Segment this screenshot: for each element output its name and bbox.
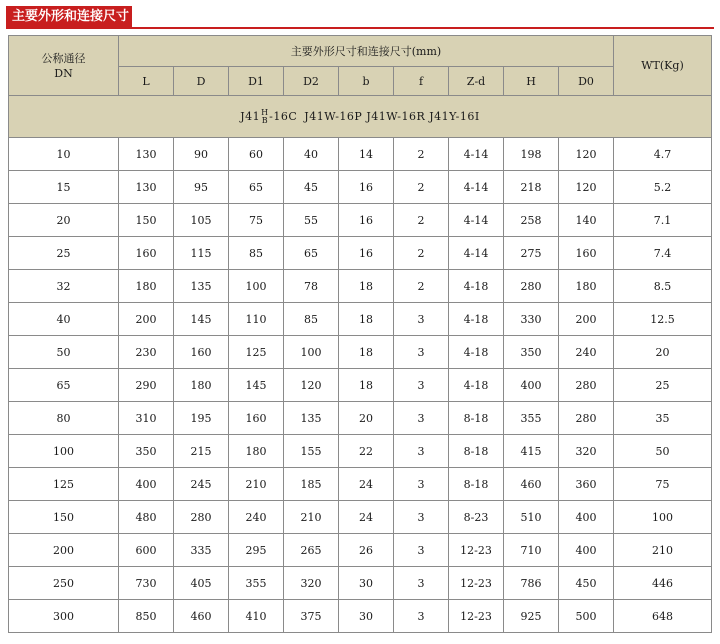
table-cell: 20 (9, 204, 119, 237)
model-variant-top: H (261, 107, 269, 117)
model-others: J41W-16P J41W-16R J41Y-16I (304, 109, 480, 123)
table-cell: 24 (339, 501, 394, 534)
table-cell: 24 (339, 468, 394, 501)
table-cell: 198 (504, 138, 559, 171)
table-cell: 460 (504, 468, 559, 501)
table-row (9, 534, 712, 567)
table-cell: 140 (559, 204, 614, 237)
table-cell: 18 (339, 303, 394, 336)
table-cell: 355 (229, 567, 284, 600)
table-cell: 320 (284, 567, 339, 600)
table-cell: 22 (339, 435, 394, 468)
table-cell: 4-18 (449, 303, 504, 336)
column-header: D2 (284, 67, 339, 96)
table-row (9, 204, 712, 237)
table-cell: 26 (339, 534, 394, 567)
table-cell: 265 (284, 534, 339, 567)
table-cell: 7.4 (614, 237, 712, 270)
table-cell: 40 (9, 303, 119, 336)
table-cell: 4-14 (449, 204, 504, 237)
table-cell: 12.5 (614, 303, 712, 336)
table-cell: 100 (9, 435, 119, 468)
table-cell: 2 (394, 237, 449, 270)
table-cell: 120 (284, 369, 339, 402)
table-row (9, 468, 712, 501)
table-cell: 200 (559, 303, 614, 336)
table-cell: 405 (174, 567, 229, 600)
dn-header-en: DN (54, 66, 73, 80)
dims-group-header: 主要外形尺寸和连接尺寸(mm) (119, 36, 614, 67)
table-cell: 35 (614, 402, 712, 435)
table-cell: 95 (174, 171, 229, 204)
table-cell: 180 (559, 270, 614, 303)
table-cell: 180 (174, 369, 229, 402)
table-cell: 18 (339, 369, 394, 402)
table-cell: 8-23 (449, 501, 504, 534)
table-cell: 280 (559, 369, 614, 402)
table-cell: 130 (119, 138, 174, 171)
table-cell: 4.7 (614, 138, 712, 171)
table-cell: 25 (9, 237, 119, 270)
table-cell: 2 (394, 138, 449, 171)
table-cell: 3 (394, 402, 449, 435)
table-cell: 600 (119, 534, 174, 567)
table-cell: 195 (174, 402, 229, 435)
table-cell: 320 (559, 435, 614, 468)
table-cell: 710 (504, 534, 559, 567)
table-cell: 10 (9, 138, 119, 171)
table-cell: 786 (504, 567, 559, 600)
table-cell: 210 (284, 501, 339, 534)
table-cell: 55 (284, 204, 339, 237)
table-row (9, 303, 712, 336)
table-cell: 85 (284, 303, 339, 336)
model-suffix: -16C (269, 109, 298, 123)
table-cell: 4-18 (449, 336, 504, 369)
table-cell: 185 (284, 468, 339, 501)
table-cell: 446 (614, 567, 712, 600)
table-cell: 155 (284, 435, 339, 468)
table-cell: 7.1 (614, 204, 712, 237)
table-cell: 210 (229, 468, 284, 501)
table-cell: 8-18 (449, 468, 504, 501)
table-cell: 20 (614, 336, 712, 369)
table-cell: 135 (284, 402, 339, 435)
table-cell: 120 (559, 171, 614, 204)
table-cell: 30 (339, 567, 394, 600)
table-cell: 400 (504, 369, 559, 402)
table-cell: 4-18 (449, 369, 504, 402)
table-cell: 350 (119, 435, 174, 468)
table-cell: 218 (504, 171, 559, 204)
table-cell: 4-18 (449, 270, 504, 303)
dn-header (9, 36, 119, 96)
table-cell: 4-14 (449, 138, 504, 171)
table-cell: 5.2 (614, 171, 712, 204)
column-header: D1 (229, 67, 284, 96)
table-cell: 30 (339, 600, 394, 633)
table-cell: 15 (9, 171, 119, 204)
table-cell: 16 (339, 171, 394, 204)
table-cell: 75 (229, 204, 284, 237)
table-cell: 850 (119, 600, 174, 633)
table-cell: 8-18 (449, 402, 504, 435)
table-cell: 78 (284, 270, 339, 303)
table-cell: 230 (119, 336, 174, 369)
table-row (9, 501, 712, 534)
table-cell: 240 (229, 501, 284, 534)
table-row (9, 435, 712, 468)
table-cell: 415 (504, 435, 559, 468)
dimensions-table (8, 35, 712, 633)
table-cell: 200 (119, 303, 174, 336)
model-variant-bottom: B (261, 115, 268, 125)
table-cell: 330 (504, 303, 559, 336)
table-cell: 3 (394, 534, 449, 567)
table-cell: 16 (339, 204, 394, 237)
table-cell: 375 (284, 600, 339, 633)
table-cell: 275 (504, 237, 559, 270)
table-cell: 90 (174, 138, 229, 171)
table-cell: 295 (229, 534, 284, 567)
table-cell: 300 (9, 600, 119, 633)
table-cell: 80 (9, 402, 119, 435)
column-header: b (339, 67, 394, 96)
model-prefix: J41 (240, 109, 261, 123)
table-cell: 100 (229, 270, 284, 303)
table-cell: 125 (9, 468, 119, 501)
table-cell: 210 (614, 534, 712, 567)
table-cell: 335 (174, 534, 229, 567)
column-header: L (119, 67, 174, 96)
column-header: Z-d (449, 67, 504, 96)
table-cell: 200 (9, 534, 119, 567)
table-cell: 510 (504, 501, 559, 534)
section-title: 主要外形和连接尺寸 (6, 6, 132, 28)
table-cell: 250 (9, 567, 119, 600)
table-cell: 180 (229, 435, 284, 468)
table-cell: 115 (174, 237, 229, 270)
table-cell: 400 (559, 501, 614, 534)
table-cell: 280 (174, 501, 229, 534)
table-cell: 480 (119, 501, 174, 534)
table-cell: 18 (339, 270, 394, 303)
table-cell: 460 (174, 600, 229, 633)
table-cell: 110 (229, 303, 284, 336)
table-row (9, 369, 712, 402)
table-cell: 180 (119, 270, 174, 303)
table-cell: 14 (339, 138, 394, 171)
table-cell: 2 (394, 204, 449, 237)
table-cell: 32 (9, 270, 119, 303)
table-cell: 25 (614, 369, 712, 402)
table-cell: 648 (614, 600, 712, 633)
table-cell: 60 (229, 138, 284, 171)
table-cell: 75 (614, 468, 712, 501)
weight-header: WT(Kg) (614, 36, 712, 96)
table-cell: 3 (394, 435, 449, 468)
table-cell: 3 (394, 600, 449, 633)
column-header: H (504, 67, 559, 96)
table-cell: 160 (119, 237, 174, 270)
table-cell: 8-18 (449, 435, 504, 468)
table-cell: 145 (174, 303, 229, 336)
table-row (9, 237, 712, 270)
table-row (9, 567, 712, 600)
table-row (9, 270, 712, 303)
table-row (9, 138, 712, 171)
dn-header-cn: 公称通径 (41, 51, 86, 65)
table-cell: 350 (504, 336, 559, 369)
table-cell: 130 (119, 171, 174, 204)
table-cell: 120 (559, 138, 614, 171)
table-cell: 65 (9, 369, 119, 402)
table-row (9, 600, 712, 633)
table-cell: 3 (394, 336, 449, 369)
table-cell: 160 (229, 402, 284, 435)
table-cell: 360 (559, 468, 614, 501)
table-cell: 150 (119, 204, 174, 237)
table-row (9, 402, 712, 435)
table-cell: 100 (284, 336, 339, 369)
table-cell: 145 (229, 369, 284, 402)
table-cell: 730 (119, 567, 174, 600)
table-cell: 8.5 (614, 270, 712, 303)
table-cell: 16 (339, 237, 394, 270)
table-cell: 2 (394, 270, 449, 303)
table-cell: 3 (394, 303, 449, 336)
table-cell: 4-14 (449, 171, 504, 204)
table-cell: 500 (559, 600, 614, 633)
table-cell: 245 (174, 468, 229, 501)
table-cell: 160 (174, 336, 229, 369)
table-cell: 400 (119, 468, 174, 501)
title-divider (6, 27, 714, 29)
table-cell: 150 (9, 501, 119, 534)
table-cell: 12-23 (449, 567, 504, 600)
table-cell: 50 (614, 435, 712, 468)
table-cell: 280 (559, 402, 614, 435)
table-cell: 45 (284, 171, 339, 204)
table-cell: 290 (119, 369, 174, 402)
table-cell: 65 (229, 171, 284, 204)
table-cell: 12-23 (449, 600, 504, 633)
table-cell: 2 (394, 171, 449, 204)
table-cell: 20 (339, 402, 394, 435)
table-cell: 160 (559, 237, 614, 270)
table-cell: 12-23 (449, 534, 504, 567)
table-row (9, 336, 712, 369)
data-rows (9, 138, 712, 633)
table-cell: 3 (394, 567, 449, 600)
model-variant-stack (261, 109, 268, 125)
column-header: D (174, 67, 229, 96)
table-cell: 40 (284, 138, 339, 171)
table-cell: 18 (339, 336, 394, 369)
table-cell: 50 (9, 336, 119, 369)
table-cell: 450 (559, 567, 614, 600)
table-cell: 215 (174, 435, 229, 468)
table-cell: 100 (614, 501, 712, 534)
table-cell: 125 (229, 336, 284, 369)
table-cell: 280 (504, 270, 559, 303)
table-row (9, 171, 712, 204)
table-cell: 925 (504, 600, 559, 633)
table-cell: 3 (394, 369, 449, 402)
table-cell: 240 (559, 336, 614, 369)
table-cell: 135 (174, 270, 229, 303)
table-cell: 355 (504, 402, 559, 435)
table-cell: 65 (284, 237, 339, 270)
table-cell: 105 (174, 204, 229, 237)
model-designation (9, 96, 712, 138)
table-cell: 410 (229, 600, 284, 633)
table-cell: 3 (394, 501, 449, 534)
column-header: D0 (559, 67, 614, 96)
table-cell: 4-14 (449, 237, 504, 270)
table-cell: 400 (559, 534, 614, 567)
column-header: f (394, 67, 449, 96)
table-cell: 85 (229, 237, 284, 270)
table-cell: 310 (119, 402, 174, 435)
table-cell: 3 (394, 468, 449, 501)
table-cell: 258 (504, 204, 559, 237)
